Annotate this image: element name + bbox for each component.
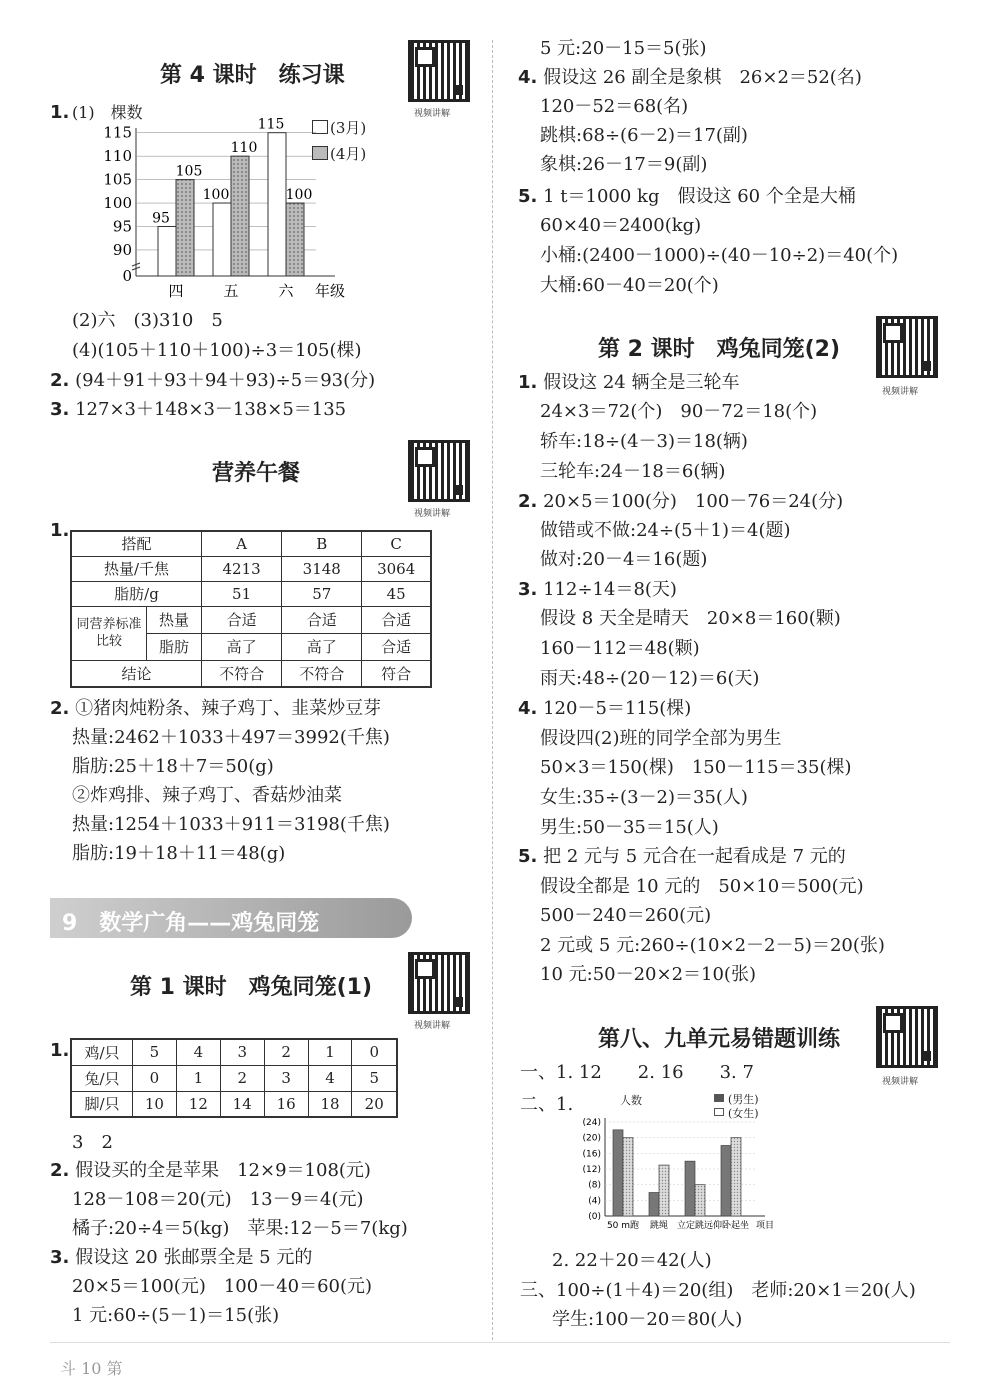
table-cell: B [282, 531, 362, 556]
table-cell: 4 [308, 1065, 352, 1091]
answer-text: 2. 22＋20＝42(人) [552, 1250, 712, 1271]
x-tick-label: 四 [168, 282, 184, 300]
table-cell: 14 [220, 1091, 264, 1117]
table-cell: 2 [220, 1065, 264, 1091]
y-tick-label: 115 [103, 123, 132, 142]
answer-text: 橘子:20÷4＝5(kg) 苹果:12－5＝7(kg) [72, 1218, 408, 1239]
question-number: 5. [518, 186, 538, 207]
table-cell: 合适 [362, 633, 431, 660]
bar-chart-sports [565, 1116, 785, 1246]
x-tick-label: 仰卧起坐 [712, 1221, 750, 1231]
answer-text: 把 2 元与 5 元合在一起看成是 7 元的 [543, 846, 846, 867]
answer-text: 127×3＋148×3－138×5＝135 [75, 399, 347, 420]
data-label: 100 [285, 187, 313, 204]
answer-text: 20×5＝100(元) 100－40＝60(元) [72, 1276, 373, 1297]
question-number: 3. [50, 399, 70, 420]
answer-text: 5 元:20－15＝5(张) [540, 38, 707, 59]
answer-text: 做对:20－4＝16(题) [540, 549, 708, 570]
y-tick-label: (4) [588, 1196, 601, 1207]
legend-swatch-march [312, 120, 328, 134]
section-title-lunch: 营养午餐 [212, 461, 301, 486]
table-cell: 10 [133, 1091, 177, 1117]
chart-subquestion: (1) 棵数 [72, 103, 143, 122]
qr-label: 视频讲解 [882, 387, 919, 397]
answer-text: 2 元或 5 元:260÷(10×2－2－5)＝20(张) [540, 935, 885, 956]
table-cell: 4213 [202, 556, 282, 581]
qr-code-icon[interactable] [408, 40, 470, 102]
data-label: 115 [257, 118, 285, 133]
answer-text: ②炸鸡排、辣子鸡丁、香菇炒油菜 [72, 785, 342, 806]
table-cell: 3 [264, 1065, 308, 1091]
x-tick-label: 五 [223, 282, 239, 300]
y-tick-label: 100 [103, 194, 132, 213]
unit-banner [50, 898, 412, 938]
bar-四-april [176, 180, 194, 276]
legend-boys: (男生) [728, 1093, 759, 1106]
answer-text: 假设四(2)班的同学全部为男生 [540, 728, 782, 749]
table-cell: 搭配 [71, 531, 202, 556]
answer-text: 24×3＝72(个) 90－72＝18(个) [540, 401, 818, 422]
answer-text: 3 2 [72, 1132, 113, 1153]
qr-label: 视频讲解 [882, 1077, 919, 1087]
question-number: 5. [518, 846, 538, 867]
answer-text: 男生:50－35＝15(人) [540, 817, 719, 838]
qr-code-icon[interactable] [876, 1006, 938, 1068]
table-cell: 3064 [362, 556, 431, 581]
question-number: 2. [50, 698, 70, 719]
table-cell: 0 [133, 1065, 177, 1091]
answer-text: 20×5＝100(分) 100－76＝24(分) [543, 491, 844, 512]
table-cell: 鸡/只 [71, 1039, 133, 1065]
table-cell: 18 [308, 1091, 352, 1117]
answer-text: 假设全都是 10 元的 50×10＝500(元) [540, 876, 864, 897]
table-cell: 0 [352, 1039, 397, 1065]
bar-六-march [268, 133, 286, 276]
table-cell: 20 [352, 1091, 397, 1117]
answer-text: 一、1. 12 2. 16 3. 7 [520, 1062, 754, 1083]
qr-code-icon[interactable] [408, 952, 470, 1014]
answer-text: 假设这 24 辆全是三轮车 [543, 372, 740, 393]
section-title-practice: 第 4 课时 练习课 [160, 63, 345, 88]
qr-label: 视频讲解 [414, 1021, 451, 1031]
legend-march: (3月) [330, 119, 367, 137]
answer-text: 脂肪:25＋18＋7＝50(g) [72, 756, 274, 777]
data-label: 105 [175, 163, 203, 180]
answer-text: (94＋91＋93＋94＋93)÷5＝93(分) [75, 370, 376, 391]
x-tick-label: 六 [278, 282, 294, 300]
answer-text: 三轮车:24－18＝6(辆) [540, 461, 726, 482]
answer-text: 128－108＝20(元) 13－9＝4(元) [72, 1189, 364, 1210]
answer-text: 60×40＝2400(kg) [540, 215, 702, 236]
x-axis-label: 项目 [755, 1221, 775, 1231]
y-tick-label: (24) [582, 1118, 601, 1128]
bar-0-boys [613, 1130, 623, 1216]
answer-text: 雨天:48÷(20－12)＝6(天) [540, 668, 760, 689]
section-title-cage1: 第 1 课时 鸡兔同笼(1) [130, 975, 373, 1000]
table-cell: 合适 [362, 606, 431, 633]
answer-text: 假设这 26 副全是象棋 26×2＝52(名) [543, 67, 862, 88]
table-cell: 同营养标准比较 [71, 606, 147, 660]
answer-text: 轿车:18÷(4－3)＝18(辆) [540, 431, 748, 452]
answer-text: 学生:100－20＝80(人) [552, 1309, 743, 1330]
legend-swatch-girls [714, 1108, 724, 1116]
answer-text: 1 t＝1000 kg 假设这 60 个全是大桶 [543, 186, 856, 207]
y-tick-label: 105 [103, 170, 132, 189]
answer-text: 女生:35÷(3－2)＝35(人) [540, 787, 748, 808]
x-axis-label: 年级 [314, 282, 346, 300]
data-label: 95 [152, 210, 170, 227]
question-number: 2. [518, 491, 538, 512]
x-tick-label: 50 m跑 [606, 1221, 640, 1231]
qr-label: 视频讲解 [414, 109, 451, 119]
answer-text: 假设买的全是苹果 12×9＝108(元) [75, 1160, 371, 1181]
table-cell: 合适 [282, 606, 362, 633]
question-number: 1. [50, 1040, 70, 1061]
table-cell: 结论 [71, 660, 202, 687]
bar-1-girls [659, 1165, 669, 1216]
table-cell: 合适 [202, 606, 282, 633]
answer-text: ①猪肉炖粉条、辣子鸡丁、韭菜炒豆芽 [75, 698, 382, 719]
table-cell: 3148 [282, 556, 362, 581]
bar-四-march [158, 226, 176, 276]
table-cell: A [202, 531, 282, 556]
page-footer: 斗 10 第 [60, 1359, 123, 1378]
question-number: 1. [50, 102, 70, 123]
answer-text: 跳棋:68÷(6－2)＝17(副) [540, 125, 748, 146]
answer-text: 50×3＝150(棵) 150－115＝35(棵) [540, 757, 852, 778]
answer-text: 1 元:60÷(5－1)＝15(张) [72, 1305, 280, 1326]
answer-text: 热量:1254＋1033＋911＝3198(千焦) [72, 814, 390, 835]
column-divider [492, 40, 493, 1340]
question-number: 2. [50, 1160, 70, 1181]
table-cell: 高了 [202, 633, 282, 660]
y-tick-label: 0 [122, 267, 132, 285]
unit-banner-text: 9 数学广角——鸡兔同笼 [62, 911, 320, 936]
bar-六-april [286, 203, 304, 276]
answer-text: 脂肪:19＋18＋11＝48(g) [72, 843, 286, 864]
answer-text: 120－52＝68(名) [540, 96, 689, 117]
legend-april: (4月) [330, 145, 367, 163]
table-cell: C [362, 531, 431, 556]
answer-text: 象棋:26－17＝9(副) [540, 154, 708, 175]
table-cell: 5 [352, 1065, 397, 1091]
qr-code-icon[interactable] [876, 316, 938, 378]
x-tick-label: 立定跳远 [676, 1221, 714, 1231]
y-tick-label: (16) [582, 1149, 601, 1160]
table-cell: 不符合 [282, 660, 362, 687]
section-title-cage2: 第 2 课时 鸡兔同笼(2) [598, 337, 841, 362]
answer-text: 做错或不做:24÷(5＋1)＝4(题) [540, 520, 791, 541]
legend-girls: (女生) [728, 1107, 759, 1120]
answer-text: 500－240＝260(元) [540, 905, 712, 926]
table-cell: 脚/只 [71, 1091, 133, 1117]
bar-2-girls [695, 1185, 705, 1216]
table-cell: 符合 [362, 660, 431, 687]
answer-text: 小桶:(2400－1000)÷(40－10÷2)＝40(个) [540, 245, 899, 266]
question-number: 1. [50, 520, 70, 541]
y-tick-label: (0) [588, 1212, 601, 1222]
bar-1-boys [649, 1193, 659, 1217]
table-cell: 兔/只 [71, 1065, 133, 1091]
x-tick-label: 跳绳 [649, 1221, 669, 1231]
bar-五-april [231, 156, 249, 276]
answer-text: 大桶:60－40＝20(个) [540, 275, 719, 296]
y-tick-label: (12) [582, 1165, 601, 1175]
answer-4: (4)(105＋110＋100)÷3＝105(棵) [72, 340, 362, 361]
answer-text: 120－5＝115(棵) [543, 698, 692, 719]
y-tick-label: (8) [588, 1180, 601, 1191]
table-cell: 1 [176, 1065, 220, 1091]
question-number: 3. [50, 1247, 70, 1268]
table-cell: 57 [282, 581, 362, 606]
table-cell: 16 [264, 1091, 308, 1117]
legend-swatch-boys [714, 1094, 724, 1102]
question-number: 3. [518, 579, 538, 600]
y-tick-label: 95 [112, 217, 132, 236]
answer-text: 热量:2462＋1033＋497＝3992(千焦) [72, 727, 390, 748]
y-tick-label: (20) [582, 1133, 601, 1144]
table-cell: 脂肪/g [71, 581, 202, 606]
table-cell: 热量 [147, 606, 202, 633]
table-cell: 12 [176, 1091, 220, 1117]
table-cell: 脂肪 [147, 633, 202, 660]
answer-text: 112÷14＝8(天) [543, 579, 677, 600]
cage-table [70, 1038, 398, 1118]
table-cell: 2 [264, 1039, 308, 1065]
y-tick-label: 110 [103, 147, 132, 166]
answer-text: 三、100÷(1＋4)＝20(组) 老师:20×1＝20(人) [520, 1280, 916, 1301]
qr-label: 视频讲解 [414, 509, 451, 519]
answer-text: 二、1. [520, 1094, 574, 1115]
answer-text: 10 元:50－20×2＝10(张) [540, 964, 756, 985]
table-cell: 高了 [282, 633, 362, 660]
section-title-review: 第八、九单元易错题训练 [598, 1027, 841, 1052]
bar-五-march [213, 203, 231, 276]
y-tick-label: 90 [112, 240, 132, 259]
bar-3-girls [731, 1138, 741, 1216]
table-cell: 4 [176, 1039, 220, 1065]
table-cell: 5 [133, 1039, 177, 1065]
table-cell: 3 [220, 1039, 264, 1065]
nutrition-table [70, 530, 432, 688]
question-number: 4. [518, 698, 538, 719]
question-number: 4. [518, 67, 538, 88]
question-number: 1. [518, 372, 538, 393]
answer-text: 160－112＝48(颗) [540, 638, 700, 659]
answer-2-3: (2)六 (3)310 5 [72, 310, 223, 331]
answer-text: 假设这 20 张邮票全是 5 元的 [75, 1247, 313, 1268]
table-cell: 51 [202, 581, 282, 606]
table-cell: 45 [362, 581, 431, 606]
table-cell: 不符合 [202, 660, 282, 687]
bar-0-girls [623, 1138, 633, 1216]
data-label: 100 [202, 187, 230, 204]
table-cell: 热量/千焦 [71, 556, 202, 581]
bar-2-boys [685, 1161, 695, 1216]
qr-code-icon[interactable] [408, 440, 470, 502]
question-number: 2. [50, 370, 70, 391]
data-label: 110 [230, 140, 258, 157]
bar-3-boys [721, 1146, 731, 1217]
chart2-ylabel: 人数 [620, 1094, 642, 1107]
legend-swatch-april [312, 146, 328, 160]
footer-rule [50, 1342, 950, 1343]
table-cell: 1 [308, 1039, 352, 1065]
answer-text: 假设 8 天全是晴天 20×8＝160(颗) [540, 608, 841, 629]
